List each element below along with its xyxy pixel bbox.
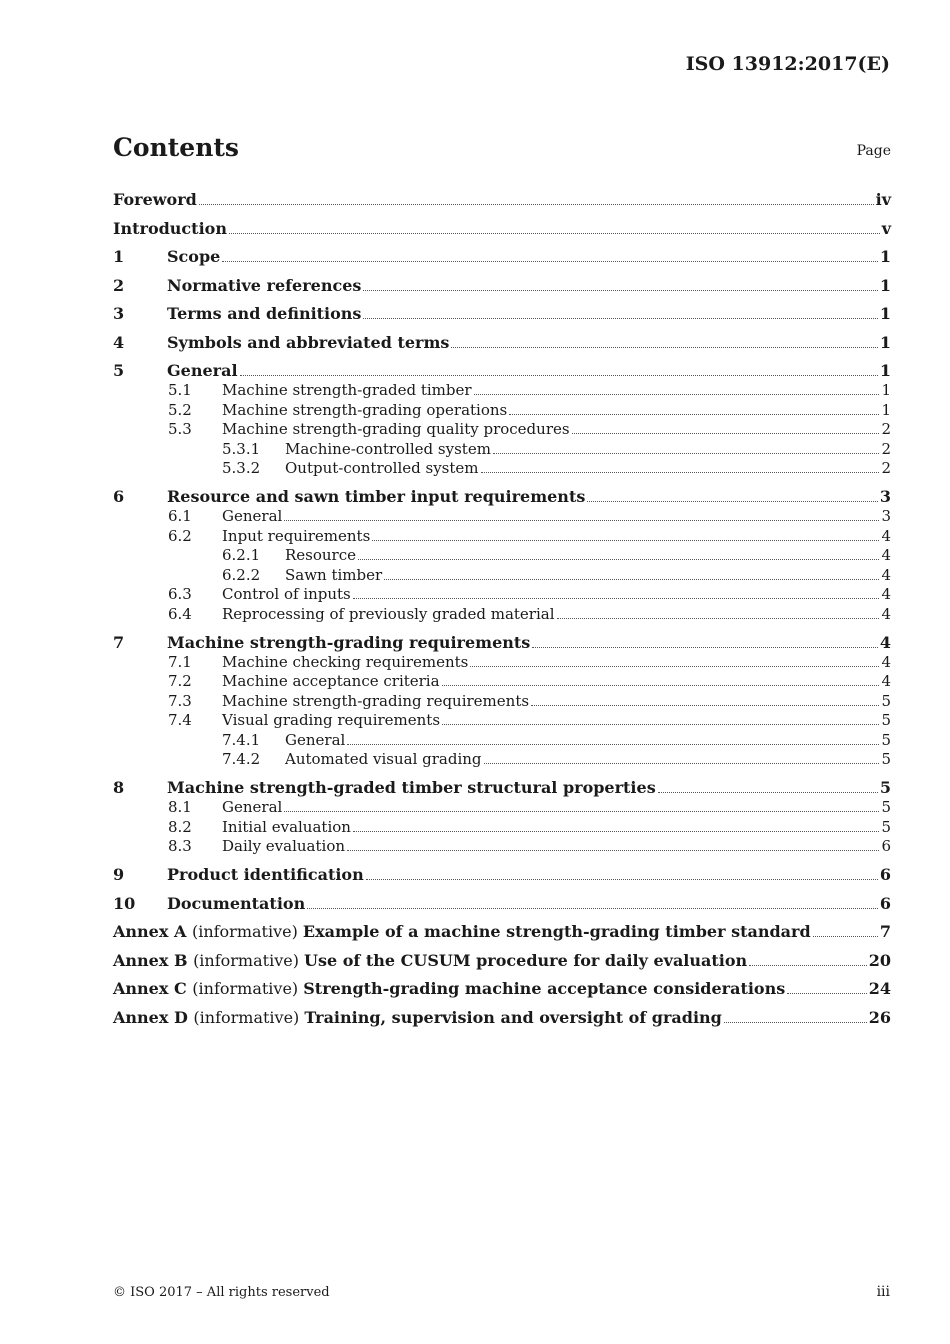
annex-label: Example of a machine strength-grading timber standard <box>302 922 811 941</box>
toc-entry-label: Foreword <box>113 190 197 209</box>
toc-entry-label: Symbols and abbreviated terms <box>167 332 450 352</box>
toc-entry-label: Machine strength-graded timber <box>222 381 472 399</box>
toc-entry-number: 6.2.2 <box>222 565 261 584</box>
dot-leader <box>353 831 880 832</box>
toc-entry[interactable] <box>113 566 891 586</box>
toc-entry-page: 1 <box>881 381 891 399</box>
toc-annex-entry[interactable] <box>113 971 891 1000</box>
toc-entry-page: 6 <box>881 837 891 855</box>
toc-entry[interactable] <box>113 692 891 712</box>
toc-entry[interactable] <box>113 507 891 527</box>
toc-entry-number: 5.3.1 <box>222 439 261 458</box>
dot-leader <box>787 993 866 994</box>
toc-entry[interactable] <box>113 401 891 421</box>
annex-prefix: Annex C <box>113 979 193 998</box>
dot-leader <box>532 647 878 648</box>
toc-entry-label: Resource <box>285 546 357 564</box>
toc-entry[interactable] <box>113 711 891 731</box>
dot-leader <box>724 1022 867 1023</box>
toc-entry-page: 4 <box>881 672 891 690</box>
annex-kind: (informative) <box>193 1007 305 1027</box>
toc-entry-label: Introduction <box>113 218 227 238</box>
toc-entry-number: 7.1 <box>168 652 192 671</box>
toc-entry[interactable] <box>113 885 891 914</box>
toc-entry-number: 6.4 <box>168 604 192 623</box>
toc-entry-label: Machine checking requirements <box>222 652 469 671</box>
toc-entry-number: 2 <box>113 275 125 295</box>
dot-leader <box>363 318 877 319</box>
toc-entry-page: 3 <box>881 507 891 525</box>
toc-entry-label: Machine strength-grading requirements <box>167 632 531 652</box>
toc-entry-number: 10 <box>113 893 136 913</box>
toc-entry[interactable] <box>113 750 891 770</box>
toc-entry[interactable] <box>113 857 891 886</box>
toc-entry-label: Machine strength-graded timber structural properties <box>167 778 656 797</box>
toc-entry-label: Control of inputs <box>222 585 351 603</box>
table-of-contents <box>113 182 891 1028</box>
toc-entry-label: Terms and definitions <box>167 304 362 323</box>
toc-entry-label: Machine-controlled system <box>285 439 491 458</box>
toc-entry-number: 6 <box>113 487 125 506</box>
toc-entry-number: 6.1 <box>168 507 192 525</box>
annex-kind: (informative) <box>193 950 305 970</box>
toc-entry-number: 7.2 <box>168 672 192 690</box>
toc-entry-number: 7.3 <box>168 691 192 710</box>
dot-leader <box>658 792 878 793</box>
toc-entry[interactable] <box>113 353 891 382</box>
toc-entry-page: 5 <box>881 711 891 729</box>
annex-prefix: Annex A <box>113 922 192 941</box>
toc-entry-page: 3 <box>879 487 891 506</box>
toc-entry-page: 4 <box>881 546 891 564</box>
dot-leader <box>347 744 879 745</box>
toc-entry-label: Sawn timber <box>285 565 383 584</box>
toc-entry-page: 2 <box>881 459 891 477</box>
toc-entry[interactable] <box>113 672 891 692</box>
dot-leader <box>222 261 878 262</box>
toc-entry-label: Product identification <box>167 865 364 884</box>
toc-entry-label: General <box>167 361 238 380</box>
toc-entry-page: 24 <box>868 979 891 998</box>
dot-leader <box>442 685 880 686</box>
document-id: ISO 13912:2017(E) <box>685 53 890 75</box>
toc-entry-number: 5.3 <box>168 420 192 438</box>
toc-entry[interactable] <box>113 210 891 239</box>
dot-leader <box>587 501 878 502</box>
toc-entry-page: 5 <box>879 778 891 797</box>
dot-leader <box>813 936 878 937</box>
toc-entry-label: Documentation <box>167 893 306 913</box>
dot-leader <box>199 204 874 205</box>
toc-entry-label: Visual grading requirements <box>222 711 441 729</box>
toc-annex-entry[interactable] <box>113 999 891 1028</box>
toc-entry-page: v <box>881 218 891 238</box>
toc-entry-page: 4 <box>881 652 891 671</box>
toc-entry-label: Scope <box>167 247 221 266</box>
toc-entry[interactable] <box>113 440 891 460</box>
dot-leader <box>509 414 879 415</box>
toc-entry-label: Output-controlled system <box>285 459 479 477</box>
dot-leader <box>484 763 880 764</box>
toc-entry[interactable] <box>113 731 891 751</box>
annex-title <box>113 922 811 941</box>
toc-entry-page: 5 <box>881 798 891 816</box>
toc-entry[interactable] <box>113 296 891 325</box>
toc-entry-label: Daily evaluation <box>222 837 346 855</box>
toc-entry[interactable] <box>113 324 891 353</box>
toc-entry-number: 8 <box>113 778 125 797</box>
toc-annex-entry[interactable] <box>113 942 891 971</box>
toc-entry-number: 6.2 <box>168 526 192 545</box>
toc-entry-number: 5.1 <box>168 381 192 399</box>
annex-prefix: Annex B <box>113 950 194 970</box>
toc-entry[interactable] <box>113 837 891 857</box>
dot-leader <box>372 540 879 541</box>
toc-entry-page: 4 <box>879 632 891 652</box>
toc-entry-number: 7.4 <box>168 711 192 729</box>
toc-entry[interactable] <box>113 770 891 799</box>
dot-leader <box>481 472 880 473</box>
toc-entry-page: 6 <box>879 893 891 913</box>
annex-label: Training, supervision and oversight of grading <box>304 1007 722 1027</box>
toc-entry-number: 8.2 <box>168 817 192 836</box>
annex-label: Strength-grading machine acceptance considerations <box>303 979 786 998</box>
toc-entry-number: 6.3 <box>168 585 192 603</box>
toc-entry[interactable] <box>113 527 891 547</box>
dot-leader <box>358 559 879 560</box>
dot-leader <box>557 618 880 619</box>
toc-entry-number: 6.2.1 <box>222 546 261 564</box>
toc-entry-label: Automated visual grading <box>285 750 482 768</box>
dot-leader <box>442 724 879 725</box>
annex-kind: (informative) <box>192 979 304 998</box>
annex-kind: (informative) <box>191 922 303 941</box>
dot-leader <box>363 290 877 291</box>
toc-annex-entry[interactable] <box>113 914 891 943</box>
toc-entry-page: 1 <box>881 400 891 419</box>
toc-entry-label: Input requirements <box>222 526 371 545</box>
toc-entry-page: 2 <box>881 439 891 458</box>
toc-entry-page: 1 <box>879 275 891 295</box>
toc-entry-page: 4 <box>881 604 891 623</box>
toc-entry-page: 20 <box>868 950 891 970</box>
dot-leader <box>307 908 878 909</box>
toc-entry-number: 5 <box>113 361 125 380</box>
toc-entry[interactable] <box>113 624 891 653</box>
toc-entry-label: Initial evaluation <box>222 817 351 836</box>
toc-entry-number: 9 <box>113 865 125 884</box>
toc-entry-number: 8.1 <box>168 798 192 816</box>
dot-leader <box>284 520 879 521</box>
toc-entry-page: 4 <box>881 526 891 545</box>
toc-entry-label: Machine acceptance criteria <box>222 672 440 690</box>
toc-entry-label: Machine strength-grading quality procedures <box>222 420 570 438</box>
toc-entry-number: 7.4.2 <box>222 750 261 768</box>
toc-entry[interactable] <box>113 818 891 838</box>
toc-entry-page: 1 <box>879 361 891 380</box>
page-number: iii <box>876 1284 890 1300</box>
toc-entry-number: 5.3.2 <box>222 459 261 477</box>
dot-leader <box>749 965 867 966</box>
toc-entry-number: 4 <box>113 332 125 352</box>
dot-leader <box>493 453 880 454</box>
toc-entry-number: 3 <box>113 304 125 323</box>
toc-entry[interactable] <box>113 182 891 210</box>
dot-leader <box>474 394 880 395</box>
annex-title <box>113 951 747 970</box>
dot-leader <box>470 666 879 667</box>
toc-entry-page: 6 <box>879 865 891 884</box>
annex-title <box>113 979 785 998</box>
toc-entry-page: 2 <box>881 420 891 438</box>
toc-entry-label: Normative references <box>167 275 362 295</box>
toc-entry[interactable] <box>113 605 891 625</box>
toc-header <box>113 133 891 167</box>
toc-entry-label: Resource and sawn timber input requirements <box>167 487 586 506</box>
dot-leader <box>451 347 877 348</box>
toc-entry-number: 5.2 <box>168 400 192 419</box>
copyright-notice: © ISO 2017 – All rights reserved <box>113 1285 330 1300</box>
toc-entry-page: 5 <box>881 691 891 710</box>
toc-entry[interactable] <box>113 239 891 268</box>
toc-entry[interactable] <box>113 546 891 566</box>
dot-leader <box>531 705 879 706</box>
toc-entry-page: 1 <box>879 247 891 266</box>
dot-leader <box>347 850 879 851</box>
toc-entry-label: General <box>222 507 283 525</box>
toc-entry-label: General <box>285 730 346 749</box>
toc-entry-label: General <box>222 798 283 816</box>
toc-entry[interactable] <box>113 479 891 508</box>
toc-entry-label: Machine strength-grading requirements <box>222 691 530 710</box>
toc-entry[interactable] <box>113 653 891 673</box>
toc-entry[interactable] <box>113 459 891 479</box>
dot-leader <box>229 233 880 234</box>
toc-entry-page: 7 <box>879 922 891 941</box>
toc-entry-page: 26 <box>868 1007 891 1027</box>
toc-entry-label: Machine strength-grading operations <box>222 400 508 419</box>
page-column-label: Page <box>856 143 891 159</box>
annex-prefix: Annex D <box>113 1007 194 1027</box>
toc-entry-number: 7 <box>113 632 125 652</box>
toc-entry-page: 4 <box>881 565 891 584</box>
page-title: Contents <box>113 133 240 162</box>
toc-entry-page: 5 <box>881 730 891 749</box>
dot-leader <box>284 811 879 812</box>
toc-entry-number: 7.4.1 <box>222 730 261 749</box>
dot-leader <box>240 375 878 376</box>
toc-entry-number: 1 <box>113 247 125 266</box>
annex-title <box>113 1008 722 1027</box>
toc-entry-label: Reprocessing of previously graded material <box>222 604 555 623</box>
toc-entry-page: 5 <box>881 750 891 768</box>
dot-leader <box>384 579 879 580</box>
toc-entry-number: 8.3 <box>168 837 192 855</box>
toc-entry-page: 1 <box>879 332 891 352</box>
toc-entry[interactable] <box>113 798 891 818</box>
annex-label: Use of the CUSUM procedure for daily evaluation <box>304 950 748 970</box>
toc-entry[interactable] <box>113 420 891 440</box>
toc-entry-page: 4 <box>881 585 891 603</box>
dot-leader <box>366 879 878 880</box>
toc-entry-page: iv <box>875 190 891 209</box>
toc-entry-page: 1 <box>879 304 891 323</box>
toc-entry[interactable] <box>113 381 891 401</box>
toc-entry[interactable] <box>113 267 891 296</box>
toc-entry-page: 5 <box>881 817 891 836</box>
dot-leader <box>572 433 880 434</box>
toc-entry[interactable] <box>113 585 891 605</box>
dot-leader <box>353 598 880 599</box>
